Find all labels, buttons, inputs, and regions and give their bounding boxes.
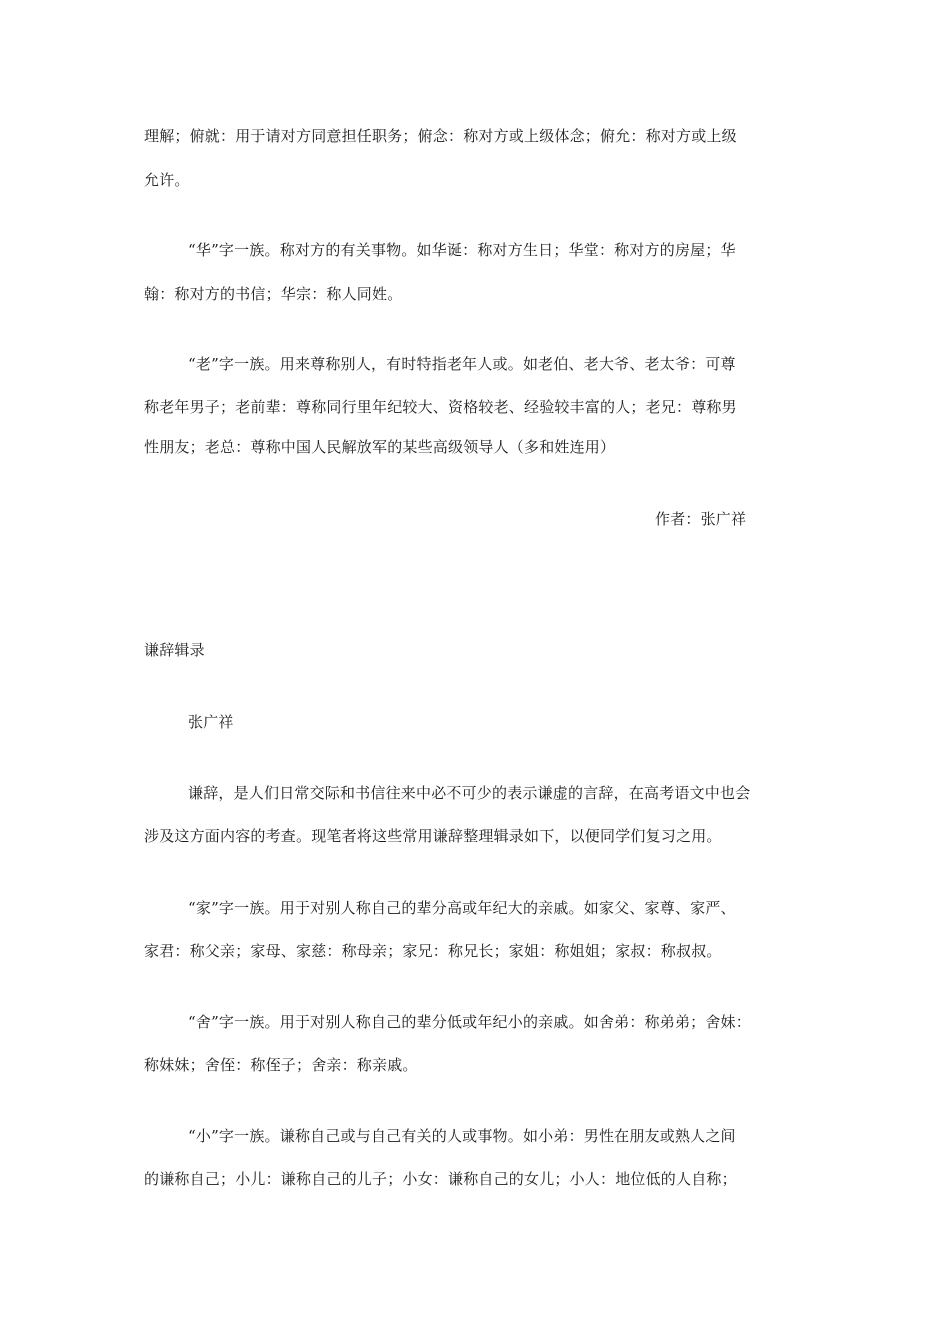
paragraph-she-line: “舍”字一族。用于对别人称自己的辈分低或年纪小的亲戚。如舍弟：称弟弟；舍妹： (188, 1013, 751, 1031)
paragraph-xiao-line: “小”字一族。谦称自己或与自己有关的人或事物。如小弟：男性在朋友或熟人之间 (188, 1127, 736, 1145)
section-title: 谦辞辑录 (144, 641, 205, 659)
text-line: 理解；俯就：用于请对方同意担任职务；俯念：称对方或上级体念；俯允：称对方或上级 (144, 127, 737, 145)
paragraph-hua-line: “华”字一族。称对方的有关事物。如华诞：称对方生日；华堂：称对方的房屋；华 (188, 241, 736, 259)
text-line: 涉及这方面内容的考查。现笔者将这些常用谦辞整理辑录如下，以便同学们复习之用。 (144, 827, 722, 845)
text-line: 称妹妹；舍侄：称侄子；舍亲：称亲戚。 (144, 1056, 418, 1074)
text-line: 允许。 (144, 171, 190, 189)
text-line: 性朋友；老总：尊称中国人民解放军的某些高级领导人（多和姓连用） (144, 438, 616, 456)
paragraph-lao-line: “老”字一族。用来尊称别人，有时特指老年人或。如老伯、老大爷、老太爷：可尊 (188, 355, 736, 373)
text-line: 称老年男子；老前辈：尊称同行里年纪较大、资格较老、经验较丰富的人；老兄：尊称男 (144, 398, 737, 416)
text-line: 的谦称自己；小儿：谦称自己的儿子；小女：谦称自己的女儿；小人：地位低的人自称； (144, 1170, 737, 1188)
paragraph-jia-line: “家”字一族。用于对别人称自己的辈分高或年纪大的亲戚。如家父、家尊、家严、 (188, 899, 736, 917)
intro-line: 谦辞，是人们日常交际和书信往来中必不可少的表示谦虚的言辞，在高考语文中也会 (188, 784, 751, 802)
text-line: 翰：称对方的书信；华宗：称人同姓。 (144, 285, 403, 303)
section-author: 张广祥 (188, 713, 234, 731)
text-line: 家君：称父亲；家母、家慈：称母亲；家兄：称兄长；家姐：称姐姐；家叔：称叔叔。 (144, 942, 722, 960)
author-signature: 作者：张广祥 (655, 510, 747, 528)
